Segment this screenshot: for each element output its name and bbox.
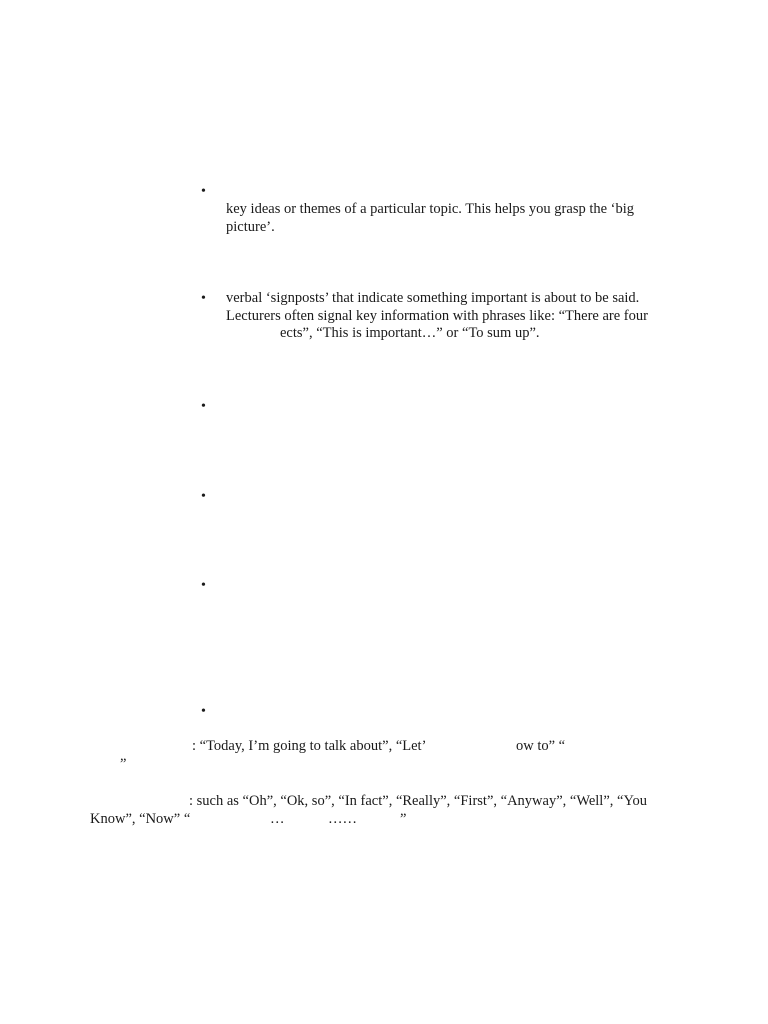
bullet-marker-5: •	[201, 578, 206, 593]
paragraph-1-part-a: : “Today, I’m going to talk about”, “Let’	[192, 738, 427, 754]
paragraph-2-line-2d: ”	[400, 811, 407, 827]
bullet-marker-3: •	[201, 399, 206, 414]
bullet-2-line-3: ects”, “This is important…” or “To sum up”.	[280, 325, 540, 341]
bullet-1-text	[226, 201, 676, 236]
bullet-2-line-2: Lecturers often signal key information with phrases like: “There are four	[226, 307, 648, 324]
bullet-2-line-1: verbal ‘signposts’ that indicate something important is about to be said.	[226, 290, 640, 306]
bullet-1-line-1: key ideas or themes of a particular topic. This helps you grasp the ‘big	[226, 201, 635, 217]
bullet-marker-2: •	[201, 291, 206, 306]
bullet-marker-1: •	[201, 184, 206, 199]
bullet-2-text	[226, 290, 676, 343]
paragraph-1-line-2: ”	[120, 756, 127, 772]
paragraph-1-part-b: ow to” “	[516, 738, 566, 754]
paragraph-2-line-1: : such as “Oh”, “Ok, so”, “In fact”, “Really”, “First”, “Anyway”, “Well”, “You	[189, 793, 647, 809]
paragraph-2-line-2b: …	[270, 811, 285, 827]
paragraph-2-line-2a: Know”, “Now” “	[90, 811, 191, 827]
bullet-marker-6: •	[201, 704, 206, 719]
bullet-1-line-2: picture’.	[226, 218, 275, 235]
paragraph-2-line-2c: ……	[328, 811, 357, 827]
bullet-marker-4: •	[201, 489, 206, 504]
